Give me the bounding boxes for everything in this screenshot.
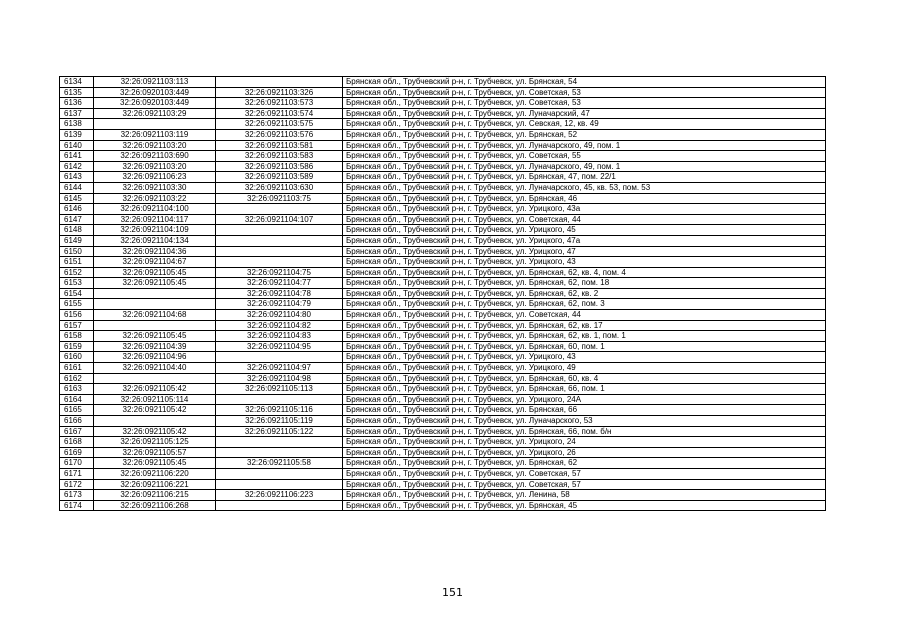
- row-number-cell: 6139: [60, 129, 94, 140]
- row-number-cell: 6155: [60, 299, 94, 310]
- parcel-cadastral-number-cell: 32:26:0921105:42: [94, 384, 216, 395]
- table-row: [60, 204, 826, 215]
- parcel-cadastral-number-cell: 32:26:0921105:125: [94, 437, 216, 448]
- address-cell: Брянская обл., Трубчевский р-н, г. Трубчевск, ул. Урицкого, 43: [343, 257, 826, 268]
- object-cadastral-number-cell: 32:26:0921103:589: [216, 172, 343, 183]
- address-cell: Брянская обл., Трубчевский р-н, г. Трубчевск, ул. Луначарского, 45, кв. 53, пом. 53: [343, 182, 826, 193]
- object-cadastral-number-cell: [216, 352, 343, 363]
- address-cell: Брянская обл., Трубчевский р-н, г. Трубчевск, ул. Брянская, 60, пом. 1: [343, 341, 826, 352]
- address-cell: Брянская обл., Трубчевский р-н, г. Трубчевск, ул. Советская, 55: [343, 151, 826, 162]
- address-cell: Брянская обл., Трубчевский р-н, г. Трубчевск, ул. Советская, 57: [343, 479, 826, 490]
- table-row: [60, 384, 826, 395]
- parcel-cadastral-number-cell: [94, 320, 216, 331]
- object-cadastral-number-cell: 32:26:0921103:574: [216, 108, 343, 119]
- object-cadastral-number-cell: [216, 394, 343, 405]
- address-cell: Брянская обл., Трубчевский р-н, г. Трубчевск, ул. Брянская, 54: [343, 77, 826, 88]
- table-row: [60, 225, 826, 236]
- address-cell: Брянская обл., Трубчевский р-н, г. Трубчевск, ул. Брянская, 46: [343, 193, 826, 204]
- table-row: [60, 458, 826, 469]
- object-cadastral-number-cell: 32:26:0921103:326: [216, 87, 343, 98]
- table-row: [60, 119, 826, 130]
- parcel-cadastral-number-cell: 32:26:0921104:39: [94, 341, 216, 352]
- table-row: [60, 193, 826, 204]
- row-number-cell: 6158: [60, 331, 94, 342]
- row-number-cell: 6161: [60, 363, 94, 374]
- address-cell: Брянская обл., Трубчевский р-н, г. Трубчевск, ул. Брянская, 66, пом. 1: [343, 384, 826, 395]
- object-cadastral-number-cell: 32:26:0921104:107: [216, 214, 343, 225]
- table-row: [60, 161, 826, 172]
- address-cell: Брянская обл., Трубчевский р-н, г. Трубчевск, ул. Урицкого, 26: [343, 447, 826, 458]
- row-number-cell: 6163: [60, 384, 94, 395]
- object-cadastral-number-cell: 32:26:0921104:75: [216, 267, 343, 278]
- parcel-cadastral-number-cell: 32:26:0921105:45: [94, 278, 216, 289]
- row-number-cell: 6170: [60, 458, 94, 469]
- table-row: [60, 416, 826, 427]
- row-number-cell: 6172: [60, 479, 94, 490]
- table-row: [60, 468, 826, 479]
- table-row: [60, 108, 826, 119]
- cadastral-registry-table: [59, 76, 826, 511]
- object-cadastral-number-cell: 32:26:0921103:576: [216, 129, 343, 140]
- row-number-cell: 6174: [60, 500, 94, 511]
- parcel-cadastral-number-cell: 32:26:0921103:22: [94, 193, 216, 204]
- parcel-cadastral-number-cell: 32:26:0921105:45: [94, 458, 216, 469]
- table-row: [60, 437, 826, 448]
- address-cell: Брянская обл., Трубчевский р-н, г. Трубчевск, ул. Брянская, 47, пом. 22/1: [343, 172, 826, 183]
- object-cadastral-number-cell: [216, 246, 343, 257]
- parcel-cadastral-number-cell: 32:26:0920103:449: [94, 98, 216, 109]
- table-row: [60, 320, 826, 331]
- address-cell: Брянская обл., Трубчевский р-н, г. Трубчевск, ул. Урицкого, 47: [343, 246, 826, 257]
- row-number-cell: 6159: [60, 341, 94, 352]
- row-number-cell: 6141: [60, 151, 94, 162]
- address-cell: Брянская обл., Трубчевский р-н, г. Трубчевск, ул. Севская, 12, кв. 49: [343, 119, 826, 130]
- table-row: [60, 267, 826, 278]
- table-row: [60, 310, 826, 321]
- parcel-cadastral-number-cell: 32:26:0921104:36: [94, 246, 216, 257]
- row-number-cell: 6153: [60, 278, 94, 289]
- parcel-cadastral-number-cell: 32:26:0921105:57: [94, 447, 216, 458]
- object-cadastral-number-cell: 32:26:0921106:223: [216, 490, 343, 501]
- address-cell: Брянская обл., Трубчевский р-н, г. Трубчевск, ул. Брянская, 62, кв. 1, пом. 1: [343, 331, 826, 342]
- object-cadastral-number-cell: 32:26:0921103:581: [216, 140, 343, 151]
- address-cell: Брянская обл., Трубчевский р-н, г. Трубчевск, ул. Урицкого, 43: [343, 352, 826, 363]
- row-number-cell: 6173: [60, 490, 94, 501]
- parcel-cadastral-number-cell: 32:26:0920103:449: [94, 87, 216, 98]
- row-number-cell: 6146: [60, 204, 94, 215]
- object-cadastral-number-cell: 32:26:0921105:58: [216, 458, 343, 469]
- parcel-cadastral-number-cell: 32:26:0921103:20: [94, 161, 216, 172]
- parcel-cadastral-number-cell: 32:26:0921105:42: [94, 426, 216, 437]
- address-cell: Брянская обл., Трубчевский р-н, г. Трубчевск, ул. Урицкого, 24А: [343, 394, 826, 405]
- parcel-cadastral-number-cell: 32:26:0921106:221: [94, 479, 216, 490]
- row-number-cell: 6166: [60, 416, 94, 427]
- object-cadastral-number-cell: [216, 500, 343, 511]
- table-row: [60, 151, 826, 162]
- parcel-cadastral-number-cell: 32:26:0921105:42: [94, 405, 216, 416]
- object-cadastral-number-cell: 32:26:0921103:583: [216, 151, 343, 162]
- object-cadastral-number-cell: 32:26:0921103:75: [216, 193, 343, 204]
- object-cadastral-number-cell: [216, 204, 343, 215]
- row-number-cell: 6150: [60, 246, 94, 257]
- address-cell: Брянская обл., Трубчевский р-н, г. Трубчевск, ул. Брянская, 62, кв. 17: [343, 320, 826, 331]
- row-number-cell: 6164: [60, 394, 94, 405]
- address-cell: Брянская обл., Трубчевский р-н, г. Трубчевск, ул. Брянская, 62, пом. 18: [343, 278, 826, 289]
- row-number-cell: 6143: [60, 172, 94, 183]
- address-cell: Брянская обл., Трубчевский р-н, г. Трубчевск, ул. Урицкого, 45: [343, 225, 826, 236]
- address-cell: Брянская обл., Трубчевский р-н, г. Трубчевск, ул. Луначарского, 49, пом. 1: [343, 140, 826, 151]
- table-row: [60, 500, 826, 511]
- parcel-cadastral-number-cell: 32:26:0921106:268: [94, 500, 216, 511]
- address-cell: Брянская обл., Трубчевский р-н, г. Трубчевск, ул. Брянская, 62, кв. 2: [343, 288, 826, 299]
- address-cell: Брянская обл., Трубчевский р-н, г. Трубчевск, ул. Урицкого, 43а: [343, 204, 826, 215]
- object-cadastral-number-cell: [216, 437, 343, 448]
- object-cadastral-number-cell: 32:26:0921104:82: [216, 320, 343, 331]
- address-cell: Брянская обл., Трубчевский р-н, г. Трубчевск, ул. Урицкого, 24: [343, 437, 826, 448]
- object-cadastral-number-cell: 32:26:0921103:586: [216, 161, 343, 172]
- object-cadastral-number-cell: [216, 235, 343, 246]
- row-number-cell: 6149: [60, 235, 94, 246]
- row-number-cell: 6147: [60, 214, 94, 225]
- parcel-cadastral-number-cell: 32:26:0921106:220: [94, 468, 216, 479]
- object-cadastral-number-cell: 32:26:0921104:95: [216, 341, 343, 352]
- table-row: [60, 490, 826, 501]
- address-cell: Брянская обл., Трубчевский р-н, г. Трубчевск, ул. Брянская, 62, кв. 4, пом. 4: [343, 267, 826, 278]
- address-cell: Брянская обл., Трубчевский р-н, г. Трубчевск, ул. Брянская, 66, пом. б/н: [343, 426, 826, 437]
- object-cadastral-number-cell: 32:26:0921105:122: [216, 426, 343, 437]
- parcel-cadastral-number-cell: 32:26:0921104:96: [94, 352, 216, 363]
- object-cadastral-number-cell: 32:26:0921105:113: [216, 384, 343, 395]
- object-cadastral-number-cell: 32:26:0921103:630: [216, 182, 343, 193]
- object-cadastral-number-cell: 32:26:0921104:83: [216, 331, 343, 342]
- parcel-cadastral-number-cell: 32:26:0921104:109: [94, 225, 216, 236]
- table-row: [60, 235, 826, 246]
- table-row: [60, 129, 826, 140]
- object-cadastral-number-cell: 32:26:0921104:98: [216, 373, 343, 384]
- row-number-cell: 6162: [60, 373, 94, 384]
- object-cadastral-number-cell: [216, 77, 343, 88]
- table-row: [60, 172, 826, 183]
- parcel-cadastral-number-cell: 32:26:0921104:67: [94, 257, 216, 268]
- table-row: [60, 447, 826, 458]
- parcel-cadastral-number-cell: 32:26:0921103:30: [94, 182, 216, 193]
- row-number-cell: 6171: [60, 468, 94, 479]
- row-number-cell: 6165: [60, 405, 94, 416]
- address-cell: Брянская обл., Трубчевский р-н, г. Трубчевск, ул. Брянская, 62: [343, 458, 826, 469]
- row-number-cell: 6152: [60, 267, 94, 278]
- row-number-cell: 6167: [60, 426, 94, 437]
- object-cadastral-number-cell: 32:26:0921104:80: [216, 310, 343, 321]
- row-number-cell: 6148: [60, 225, 94, 236]
- parcel-cadastral-number-cell: 32:26:0921103:29: [94, 108, 216, 119]
- object-cadastral-number-cell: [216, 447, 343, 458]
- parcel-cadastral-number-cell: 32:26:0921105:45: [94, 331, 216, 342]
- address-cell: Брянская обл., Трубчевский р-н, г. Трубчевск, ул. Брянская, 45: [343, 500, 826, 511]
- table-row: [60, 352, 826, 363]
- object-cadastral-number-cell: [216, 225, 343, 236]
- parcel-cadastral-number-cell: [94, 373, 216, 384]
- registry-table-body: [60, 77, 826, 511]
- address-cell: Брянская обл., Трубчевский р-н, г. Трубчевск, ул. Луначарский, 47: [343, 108, 826, 119]
- row-number-cell: 6138: [60, 119, 94, 130]
- address-cell: Брянская обл., Трубчевский р-н, г. Трубчевск, ул. Урицкого, 47а: [343, 235, 826, 246]
- parcel-cadastral-number-cell: 32:26:0921106:23: [94, 172, 216, 183]
- row-number-cell: 6156: [60, 310, 94, 321]
- parcel-cadastral-number-cell: 32:26:0921105:45: [94, 267, 216, 278]
- object-cadastral-number-cell: [216, 479, 343, 490]
- parcel-cadastral-number-cell: 32:26:0921103:690: [94, 151, 216, 162]
- address-cell: Брянская обл., Трубчевский р-н, г. Трубчевск, ул. Брянская, 60, кв. 4: [343, 373, 826, 384]
- row-number-cell: 6169: [60, 447, 94, 458]
- address-cell: Брянская обл., Трубчевский р-н, г. Трубчевск, ул. Ленина, 58: [343, 490, 826, 501]
- parcel-cadastral-number-cell: 32:26:0921104:68: [94, 310, 216, 321]
- row-number-cell: 6145: [60, 193, 94, 204]
- object-cadastral-number-cell: 32:26:0921104:97: [216, 363, 343, 374]
- row-number-cell: 6160: [60, 352, 94, 363]
- parcel-cadastral-number-cell: [94, 119, 216, 130]
- row-number-cell: 6136: [60, 98, 94, 109]
- row-number-cell: 6137: [60, 108, 94, 119]
- row-number-cell: 6144: [60, 182, 94, 193]
- row-number-cell: 6151: [60, 257, 94, 268]
- parcel-cadastral-number-cell: 32:26:0921104:40: [94, 363, 216, 374]
- parcel-cadastral-number-cell: 32:26:0921104:100: [94, 204, 216, 215]
- table-row: [60, 278, 826, 289]
- address-cell: Брянская обл., Трубчевский р-н, г. Трубчевск, ул. Советская, 57: [343, 468, 826, 479]
- address-cell: Брянская обл., Трубчевский р-н, г. Трубчевск, ул. Луначарского, 53: [343, 416, 826, 427]
- parcel-cadastral-number-cell: 32:26:0921105:114: [94, 394, 216, 405]
- object-cadastral-number-cell: 32:26:0921103:573: [216, 98, 343, 109]
- table-row: [60, 257, 826, 268]
- row-number-cell: 6142: [60, 161, 94, 172]
- table-row: [60, 373, 826, 384]
- row-number-cell: 6168: [60, 437, 94, 448]
- parcel-cadastral-number-cell: [94, 416, 216, 427]
- object-cadastral-number-cell: 32:26:0921104:77: [216, 278, 343, 289]
- address-cell: Брянская обл., Трубчевский р-н, г. Трубчевск, ул. Брянская, 52: [343, 129, 826, 140]
- address-cell: Брянская обл., Трубчевский р-н, г. Трубчевск, ул. Брянская, 66: [343, 405, 826, 416]
- table-row: [60, 140, 826, 151]
- table-row: [60, 341, 826, 352]
- object-cadastral-number-cell: 32:26:0921104:78: [216, 288, 343, 299]
- table-row: [60, 363, 826, 374]
- row-number-cell: 6157: [60, 320, 94, 331]
- parcel-cadastral-number-cell: 32:26:0921104:117: [94, 214, 216, 225]
- table-row: [60, 182, 826, 193]
- table-row: [60, 288, 826, 299]
- object-cadastral-number-cell: 32:26:0921105:119: [216, 416, 343, 427]
- object-cadastral-number-cell: [216, 257, 343, 268]
- address-cell: Брянская обл., Трубчевский р-н, г. Трубчевск, ул. Советская, 44: [343, 310, 826, 321]
- parcel-cadastral-number-cell: 32:26:0921103:113: [94, 77, 216, 88]
- table-row: [60, 426, 826, 437]
- row-number-cell: 6134: [60, 77, 94, 88]
- table-row: [60, 405, 826, 416]
- table-row: [60, 246, 826, 257]
- table-row: [60, 87, 826, 98]
- parcel-cadastral-number-cell: 32:26:0921103:119: [94, 129, 216, 140]
- table-row: [60, 299, 826, 310]
- row-number-cell: 6135: [60, 87, 94, 98]
- parcel-cadastral-number-cell: 32:26:0921106:215: [94, 490, 216, 501]
- address-cell: Брянская обл., Трубчевский р-н, г. Трубчевск, ул. Советская, 53: [343, 98, 826, 109]
- address-cell: Брянская обл., Трубчевский р-н, г. Трубчевск, ул. Луначарского, 49, пом. 1: [343, 161, 826, 172]
- object-cadastral-number-cell: 32:26:0921105:116: [216, 405, 343, 416]
- row-number-cell: 6154: [60, 288, 94, 299]
- object-cadastral-number-cell: [216, 468, 343, 479]
- parcel-cadastral-number-cell: 32:26:0921104:134: [94, 235, 216, 246]
- table-row: [60, 394, 826, 405]
- address-cell: Брянская обл., Трубчевский р-н, г. Трубчевск, ул. Брянская, 62, пом. 3: [343, 299, 826, 310]
- parcel-cadastral-number-cell: [94, 288, 216, 299]
- page-number: 151: [442, 586, 463, 599]
- object-cadastral-number-cell: 32:26:0921103:575: [216, 119, 343, 130]
- table-row: [60, 98, 826, 109]
- table-row: [60, 331, 826, 342]
- table-row: [60, 77, 826, 88]
- row-number-cell: 6140: [60, 140, 94, 151]
- address-cell: Брянская обл., Трубчевский р-н, г. Трубчевск, ул. Советская, 44: [343, 214, 826, 225]
- address-cell: Брянская обл., Трубчевский р-н, г. Трубчевск, ул. Советская, 53: [343, 87, 826, 98]
- address-cell: Брянская обл., Трубчевский р-н, г. Трубчевск, ул. Урицкого, 49: [343, 363, 826, 374]
- table-row: [60, 479, 826, 490]
- object-cadastral-number-cell: 32:26:0921104:79: [216, 299, 343, 310]
- parcel-cadastral-number-cell: [94, 299, 216, 310]
- table-row: [60, 214, 826, 225]
- parcel-cadastral-number-cell: 32:26:0921103:20: [94, 140, 216, 151]
